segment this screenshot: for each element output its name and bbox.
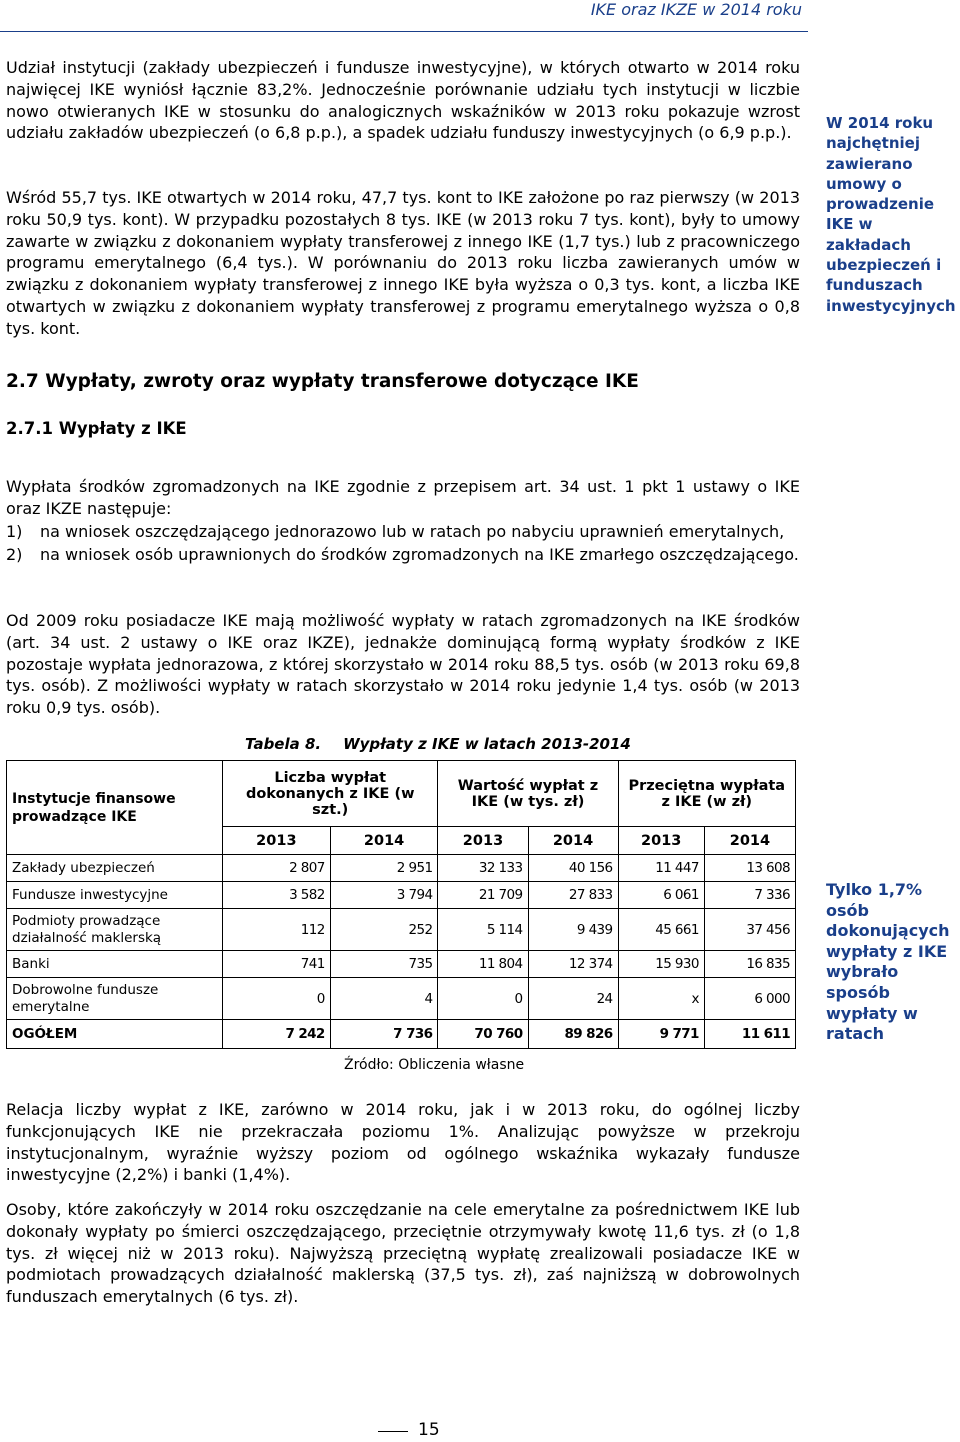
- cell-count-2013: 3 582: [223, 882, 331, 909]
- column-header-average: Przeciętna wypłata z IKE (w zł): [618, 761, 795, 827]
- table-row: [7, 951, 796, 978]
- cell-value-2014: 24: [528, 978, 618, 1020]
- list-item: [6, 521, 800, 544]
- cell-average-2013: 9 771: [618, 1020, 704, 1049]
- cell-value-2014: 9 439: [528, 909, 618, 951]
- list-item-text: na wniosek osób uprawnionych do środków zgromadzonych na IKE zmarłego oszczędzającego.: [40, 544, 799, 564]
- cell-value-2014: 89 826: [528, 1020, 618, 1049]
- table-row: [7, 882, 796, 909]
- cell-average-2014: 16 835: [704, 951, 795, 978]
- section-heading-2-7: 2.7 Wypłaty, zwroty oraz wypłaty transferowe dotyczące IKE: [6, 371, 639, 392]
- table-header-row: [7, 761, 796, 827]
- row-institution: Podmioty prowadzące działalność maklerską: [7, 909, 223, 951]
- year-header: 2014: [330, 827, 438, 855]
- table-row: [7, 855, 796, 882]
- cell-count-2013: 0: [223, 978, 331, 1020]
- cell-value-2013: 5 114: [438, 909, 528, 951]
- section-heading-2-7-1: 2.7.1 Wypłaty z IKE: [6, 419, 187, 438]
- table-caption: [245, 735, 631, 753]
- row-institution: Dobrowolne fundusze emerytalne: [7, 978, 223, 1020]
- cell-average-2014: 37 456: [704, 909, 795, 951]
- withdrawals-table: [6, 760, 796, 1049]
- row-institution: Fundusze inwestycyjne: [7, 882, 223, 909]
- cell-average-2014: 13 608: [704, 855, 795, 882]
- column-header-value: Wartość wypłat z IKE (w tys. zł): [438, 761, 618, 827]
- cell-value-2013: 70 760: [438, 1020, 528, 1049]
- year-header: 2013: [223, 827, 331, 855]
- sidenote-most-contracts: W 2014 roku najchętniej zawierano umowy o prowadzenie IKE w zakładach ubezpieczeń i funduszach inwestycyjnych: [826, 114, 956, 315]
- list-item-text: na wniosek oszczędzającego jednorazowo lub w ratach po nabyciu uprawnień emerytalnych,: [40, 522, 785, 541]
- cell-value-2014: 40 156: [528, 855, 618, 882]
- year-header: 2014: [704, 827, 795, 855]
- cell-average-2014: 6 000: [704, 978, 795, 1020]
- cell-count-2014: 4: [330, 978, 438, 1020]
- column-header-count: Liczba wypłat dokonanych z IKE (w szt.): [223, 761, 438, 827]
- paragraph-new-ike-accounts: Wśród 55,7 tys. IKE otwartych w 2014 roku, 47,7 tys. kont to IKE założone po raz pierwszy (w 2013 roku 50,9 tys. kont). W przypadku pozostałych 8 tys. IKE (w 2013 roku 7 tys. kont), były to umowy zawarte w związku z dokonaniem wypłaty transferowej z innego IKE (1,7 tys.) lub z pracowniczego programu emerytalnego (6,4 tys.). W porównaniu do 2013 roku liczba zawieranych umów w związku z dokonaniem wypłaty transferowej z innego IKE była wyższa o 0,3 tys. kont, a liczba IKE otwartych w związku z dokonaniem wypłaty transferowej z programu emerytalnego wyższa o 0,8 tys. kont.: [6, 188, 800, 338]
- table-source: Źródło: Obliczenia własne: [344, 1057, 525, 1073]
- cell-average-2013: x: [618, 978, 704, 1020]
- year-header: 2013: [618, 827, 704, 855]
- cell-value-2013: 0: [438, 978, 528, 1020]
- column-header-institution: Instytucje finansowe prowadzące IKE: [7, 761, 223, 855]
- cell-average-2014: 7 336: [704, 882, 795, 909]
- table-caption-title: Wypłaty z IKE w latach 2013-2014: [343, 735, 631, 753]
- paragraph-average-withdrawal: Osoby, które zakończyły w 2014 roku oszczędzanie na cele emerytalne za pośrednictwem IKE lub dokonały wypłaty po śmierci oszczędzającego, przeciętnie otrzymywały kwotę 11,6 tys. zł (o 1,8 tys. zł więcej niż w 2013 roku). Najwyższą przeciętną wypłatę zrealizowali posiadacze IKE w podmiotach prowadzących działalność maklerską (37,5 tys. zł), zaś najniższą w dobrowolnych funduszach emerytalnych (6 tys. zł).: [6, 1200, 800, 1307]
- paragraph-institution-share: Udział instytucji (zakłady ubezpieczeń i fundusze inwestycyjne), w których otwarto w 2014 roku najwięcej IKE wyniósł łącznie 83,2%. Jednocześnie porównanie udziału tych instytucji w liczbie nowo otwieranych IKE w stosunku do analogicznych wskaźników w 2013 roku pokazuje wzrost udziału zakładów ubezpieczeń (o 6,8 p.p.), a spadek udziału funduszy inwestycyjnych (o 6,9 p.p.).: [6, 58, 800, 143]
- paragraph-installments: Od 2009 roku posiadacze IKE mają możliwość wypłaty w ratach zgromadzonych na IKE środków (art. 34 ust. 2 ustawy o IKE oraz IKZE), jednakże dominującą formą wypłaty środków z IKE pozostaje wypłata jednorazowa, z której skorzystało w 2014 roku 88,5 tys. osób (w 2013 roku 69,8 tys. osób). Z możliwości wypłaty w ratach skorzystało w 2014 roku jedynie 1,4 tys. osób (w 2013 roku 0,9 tys. osób).: [6, 611, 800, 718]
- list-item: [6, 544, 800, 567]
- cell-average-2013: 11 447: [618, 855, 704, 882]
- cell-average-2013: 45 661: [618, 909, 704, 951]
- table-caption-label: Tabela 8.: [245, 735, 322, 753]
- cell-value-2013: 32 133: [438, 855, 528, 882]
- cell-value-2014: 27 833: [528, 882, 618, 909]
- paragraph-withdrawal-rules: Wypłata środków zgromadzonych na IKE zgodnie z przepisem art. 34 ust. 1 pkt 1 ustawy o IKE oraz IKZE następuje:: [6, 477, 800, 518]
- cell-average-2013: 6 061: [618, 882, 704, 909]
- cell-count-2014: 3 794: [330, 882, 438, 909]
- footer-rule: [378, 1431, 408, 1432]
- cell-value-2013: 21 709: [438, 882, 528, 909]
- cell-count-2014: 735: [330, 951, 438, 978]
- table-total-row: [7, 1020, 796, 1049]
- header-rule: [0, 31, 808, 32]
- list-item-number: 1): [6, 522, 23, 541]
- withdrawal-conditions-list: [6, 521, 800, 566]
- table-row: [7, 978, 796, 1020]
- running-header: IKE oraz IKZE w 2014 roku: [590, 0, 802, 19]
- row-institution: Banki: [7, 951, 223, 978]
- cell-count-2013: 7 242: [223, 1020, 331, 1049]
- list-item-number: 2): [6, 544, 23, 564]
- paragraph-withdrawal-ratio: Relacja liczby wypłat z IKE, zarówno w 2014 roku, jak i w 2013 roku, do ogólnej liczby funkcjonujących IKE nie przekraczała poziomu 1%. Analizując powyższe w przekroju instytucjonalnym, wyraźnie wyższy poziom od ogólnego wskaźnika wykazały fundusze inwestycyjne (2,2%) i banki (1,4%).: [6, 1100, 800, 1185]
- cell-average-2014: 11 611: [704, 1020, 795, 1049]
- page-number: 15: [418, 1420, 440, 1440]
- cell-count-2014: 2 951: [330, 855, 438, 882]
- cell-value-2013: 11 804: [438, 951, 528, 978]
- cell-count-2013: 741: [223, 951, 331, 978]
- cell-value-2014: 12 374: [528, 951, 618, 978]
- cell-count-2014: 252: [330, 909, 438, 951]
- cell-count-2013: 112: [223, 909, 331, 951]
- cell-count-2013: 2 807: [223, 855, 331, 882]
- row-institution: Zakłady ubezpieczeń: [7, 855, 223, 882]
- row-institution: OGÓŁEM: [7, 1020, 223, 1049]
- year-header: 2013: [438, 827, 528, 855]
- cell-count-2014: 7 736: [330, 1020, 438, 1049]
- cell-average-2013: 15 930: [618, 951, 704, 978]
- table-row: [7, 909, 796, 951]
- sidenote-installment-share: Tylko 1,7% osób dokonujących wypłaty z IKE wybrało sposób wypłaty w ratach: [826, 880, 950, 1044]
- year-header: 2014: [528, 827, 618, 855]
